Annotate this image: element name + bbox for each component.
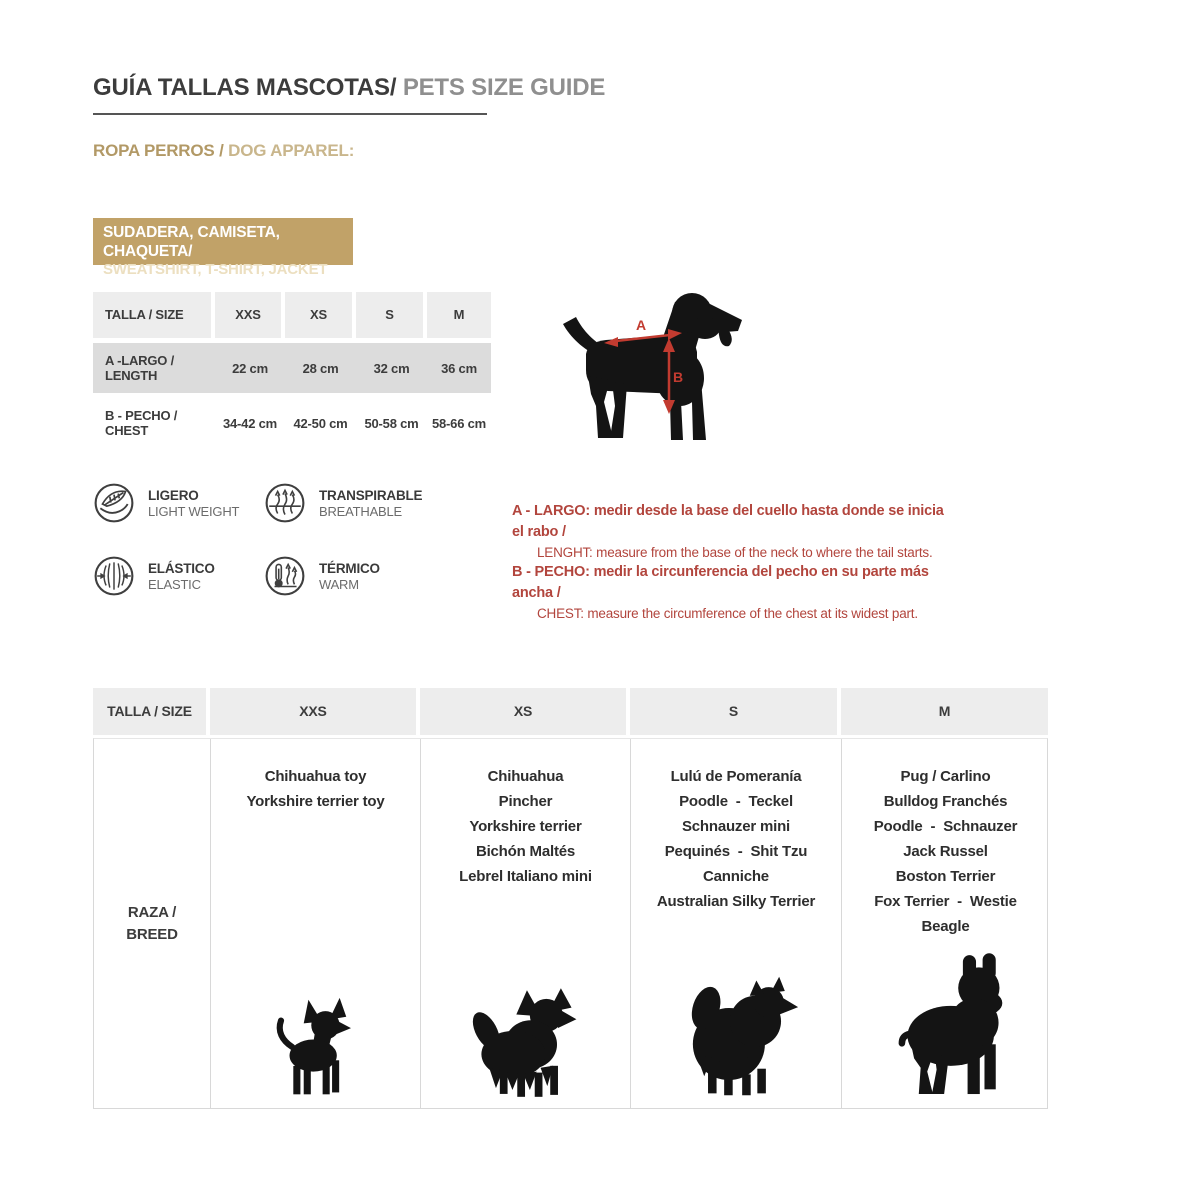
note-b-text: medir la circunferencia del pecho en su parte más ancha / bbox=[512, 564, 929, 601]
breed-item: Beagle bbox=[921, 918, 970, 935]
breed-list-m bbox=[874, 739, 1018, 939]
breed-column-s bbox=[631, 739, 842, 1108]
feature-lightweight bbox=[93, 482, 239, 524]
diagram-label-a: A bbox=[636, 317, 646, 333]
thermal-icon bbox=[264, 555, 306, 597]
chest-xxs: 34-42 cm bbox=[222, 415, 278, 431]
feature-es-label: TRANSPIRABLE bbox=[319, 487, 423, 503]
breed-item: Pug / Carlino bbox=[900, 768, 991, 785]
chihuahua-silhouette bbox=[267, 996, 365, 1100]
measuring-instructions bbox=[512, 501, 952, 623]
note-a-prefix: A - LARGO: bbox=[512, 503, 591, 519]
breed-item: Lebrel Italiano mini bbox=[459, 868, 592, 885]
breed-table-header-row bbox=[93, 688, 1048, 735]
breathable-icon bbox=[264, 482, 306, 524]
breed-column-xs bbox=[421, 739, 631, 1108]
breed-item: Lulú de Pomeranía bbox=[670, 768, 802, 785]
size-table-length-row bbox=[93, 343, 491, 393]
breed-header-s: S bbox=[630, 688, 841, 735]
subtitle-spanish: ROPA PERROS / bbox=[93, 141, 224, 160]
feature-en-label: WARM bbox=[319, 576, 359, 592]
length-xxs: 22 cm bbox=[232, 360, 268, 376]
length-row-label: A -LARGO / LENGTH bbox=[105, 353, 175, 383]
breed-item: Poodle - Teckel bbox=[679, 793, 793, 810]
feature-elastic bbox=[93, 555, 215, 597]
note-b-english: CHEST: measure the circumference of the chest at its widest part. bbox=[537, 606, 918, 621]
breed-column-xxs bbox=[211, 739, 421, 1108]
title-spanish: GUÍA TALLAS MASCOTAS/ bbox=[93, 74, 397, 101]
feather-hand-icon bbox=[93, 482, 135, 524]
chest-s: 50-58 cm bbox=[364, 415, 419, 431]
feature-breathable bbox=[264, 482, 422, 524]
elastic-icon bbox=[93, 555, 135, 597]
breed-table-body bbox=[93, 738, 1048, 1109]
breed-item: Yorkshire terrier toy bbox=[246, 793, 385, 810]
labrador-silhouette bbox=[552, 290, 767, 455]
note-a-spanish bbox=[512, 501, 952, 543]
breed-item: Fox Terrier - Westie bbox=[874, 893, 1017, 910]
measurement-diagram bbox=[552, 290, 767, 460]
size-table-header-row bbox=[93, 292, 491, 338]
long-haired-chihuahua-silhouette bbox=[463, 988, 589, 1100]
banner-english: SWEATSHIRT, T-SHIRT, JACKET bbox=[103, 261, 328, 278]
title-english: PETS SIZE GUIDE bbox=[402, 74, 606, 101]
chest-m: 58-66 cm bbox=[431, 415, 487, 431]
chest-row-label: B - PECHO / CHEST bbox=[105, 408, 178, 438]
length-s: 32 cm bbox=[373, 360, 410, 376]
feature-es-label: LIGERO bbox=[148, 487, 199, 503]
banner-spanish: SUDADERA, CAMISETA, CHAQUETA/ bbox=[103, 224, 280, 260]
page-title bbox=[93, 74, 606, 102]
breed-header-m: M bbox=[841, 688, 1048, 735]
size-table-chest-row bbox=[93, 399, 491, 447]
feature-en-label: BREATHABLE bbox=[319, 503, 403, 519]
feature-es-label: TÉRMICO bbox=[319, 560, 380, 576]
feature-en-label: LIGHT WEIGHT bbox=[148, 503, 240, 519]
breed-item: Australian Silky Terrier bbox=[656, 893, 816, 910]
breed-item: Bulldog Franchés bbox=[883, 793, 1008, 810]
breed-item: Bichón Maltés bbox=[475, 843, 576, 860]
feature-en-label: ELASTIC bbox=[148, 576, 201, 592]
raza-label-line1: RAZA / bbox=[127, 903, 177, 921]
section-subtitle bbox=[93, 141, 354, 161]
diagram-label-b: B bbox=[673, 369, 683, 385]
breed-header-xs: XS bbox=[420, 688, 630, 735]
breed-item: Boston Terrier bbox=[895, 868, 996, 885]
breed-list-xs bbox=[459, 739, 592, 889]
breed-row-label bbox=[94, 739, 211, 1108]
length-xs: 28 cm bbox=[302, 360, 339, 376]
note-a-english: LENGHT: measure from the base of the neck to where the tail starts. bbox=[537, 545, 933, 560]
french-bulldog-silhouette bbox=[885, 952, 1007, 1100]
feature-thermal bbox=[264, 555, 380, 597]
chest-xs: 42-50 cm bbox=[293, 415, 348, 431]
breed-item: Yorkshire terrier bbox=[469, 818, 582, 835]
breed-list-s bbox=[657, 739, 815, 914]
feature-es-label: ELÁSTICO bbox=[148, 560, 215, 576]
size-table-header-xxs: XXS bbox=[215, 292, 285, 338]
size-table-header-s: S bbox=[356, 292, 427, 338]
size-table-header-m: M bbox=[427, 292, 491, 338]
size-measurements-table bbox=[93, 292, 491, 447]
breed-item: Schnauzer mini bbox=[681, 818, 791, 835]
subtitle-english: DOG APPAREL: bbox=[228, 141, 355, 160]
note-a-text: medir desde la base del cuello hasta donde se inicia el rabo / bbox=[512, 503, 944, 540]
garment-type-banner bbox=[93, 218, 353, 278]
page-title-block bbox=[93, 74, 606, 115]
breed-list-xxs bbox=[246, 739, 384, 814]
breed-item: Canniche bbox=[703, 868, 769, 885]
pomeranian-silhouette bbox=[671, 972, 801, 1100]
breed-item: Chihuahua toy bbox=[264, 768, 367, 785]
breed-item: Poodle - Schnauzer bbox=[873, 818, 1018, 835]
breed-item: Pincher bbox=[498, 793, 553, 810]
raza-label-line2: BREED bbox=[126, 925, 178, 943]
breed-item: Jack Russel bbox=[903, 843, 988, 860]
breed-header-label: TALLA / SIZE bbox=[93, 688, 210, 735]
breed-by-size-table bbox=[93, 688, 1048, 1109]
breed-column-m bbox=[842, 739, 1049, 1108]
breed-header-xxs: XXS bbox=[210, 688, 420, 735]
size-table-header-label: TALLA / SIZE bbox=[93, 292, 215, 338]
breed-item: Pequinés - Shit Tzu bbox=[664, 843, 808, 860]
note-b-prefix: B - PECHO: bbox=[512, 564, 590, 580]
breed-item: Chihuahua bbox=[487, 768, 564, 785]
note-b-spanish bbox=[512, 562, 952, 604]
size-table-header-xs: XS bbox=[285, 292, 356, 338]
length-m: 36 cm bbox=[441, 360, 477, 376]
